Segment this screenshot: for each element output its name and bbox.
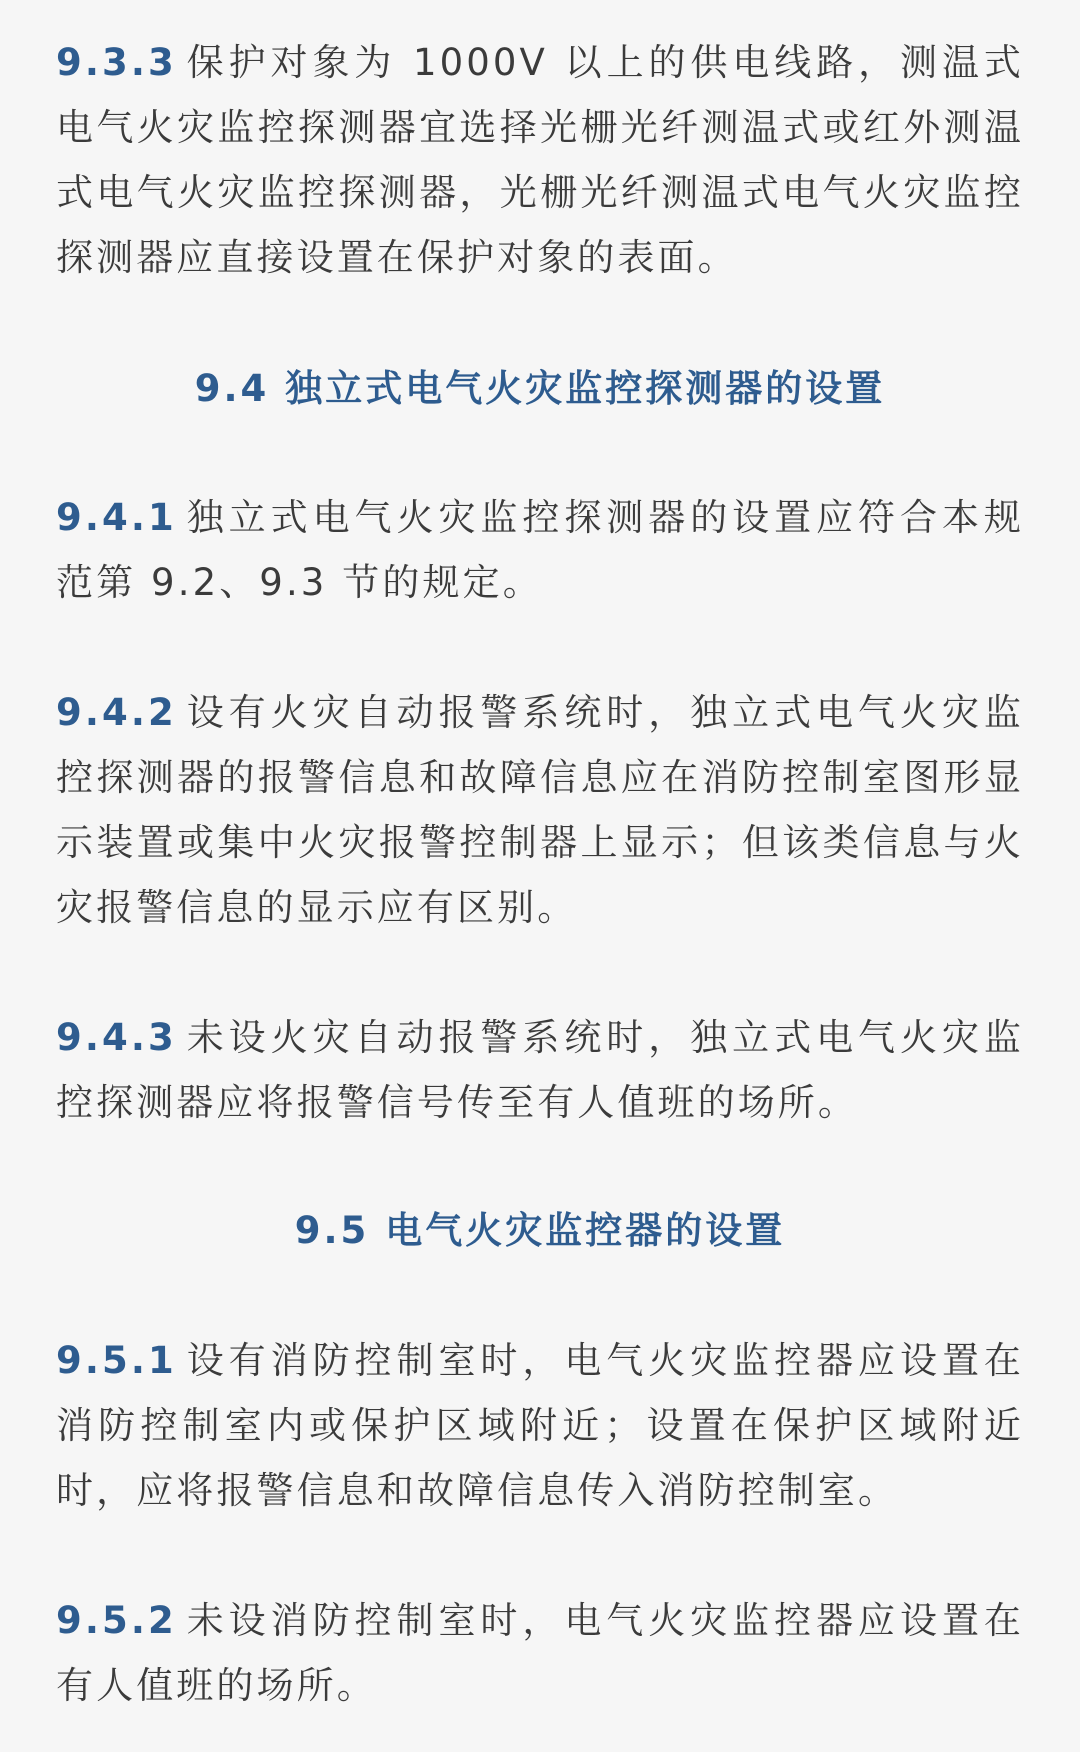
section-title: 独立式电气火灾监控探测器的设置 bbox=[285, 367, 886, 410]
clause-number: 9.5.2 bbox=[56, 1599, 177, 1642]
section-title: 电气火灾监控器的设置 bbox=[385, 1209, 786, 1252]
clause-9-4-3 bbox=[56, 1005, 1024, 1135]
clause-text: 设有消防控制室时，电气火灾监控器应设置在消防控制室内或保护区域附近；设置在保护区域附近时，应将报警信息和故障信息传入消防控制室。 bbox=[56, 1339, 1024, 1512]
clause-number: 9.3.3 bbox=[56, 41, 177, 84]
clause-9-5-1 bbox=[56, 1328, 1024, 1523]
clause-text: 设有火灾自动报警系统时，独立式电气火灾监控探测器的报警信息和故障信息应在消防控制室图形显示装置或集中火灾报警控制器上显示；但该类信息与火灾报警信息的显示应有区别。 bbox=[56, 691, 1024, 929]
clause-text: 未设消防控制室时，电气火灾监控器应设置在有人值班的场所。 bbox=[56, 1599, 1024, 1707]
clause-9-4-2 bbox=[56, 680, 1024, 940]
clause-9-3-3 bbox=[56, 30, 1024, 290]
section-number: 9.4 bbox=[194, 367, 270, 410]
clause-9-5-2 bbox=[56, 1588, 1024, 1718]
clause-number: 9.4.1 bbox=[56, 496, 177, 539]
clause-number: 9.4.3 bbox=[56, 1016, 177, 1059]
clause-9-4-1 bbox=[56, 485, 1024, 615]
clause-number: 9.5.1 bbox=[56, 1339, 177, 1382]
section-heading-9-4 bbox=[0, 356, 1080, 421]
section-heading-9-5 bbox=[0, 1198, 1080, 1263]
clause-text: 独立式电气火灾监控探测器的设置应符合本规范第 9.2、9.3 节的规定。 bbox=[56, 496, 1024, 604]
clause-text: 保护对象为 1000V 以上的供电线路，测温式电气火灾监控探测器宜选择光栅光纤测温式或红外测温式电气火灾监控探测器，光栅光纤测温式电气火灾监控探测器应直接设置在保护对象的表面。 bbox=[56, 41, 1024, 279]
section-number: 9.5 bbox=[294, 1209, 370, 1252]
clause-number: 9.4.2 bbox=[56, 691, 177, 734]
clause-text: 未设火灾自动报警系统时，独立式电气火灾监控探测器应将报警信号传至有人值班的场所。 bbox=[56, 1016, 1024, 1124]
